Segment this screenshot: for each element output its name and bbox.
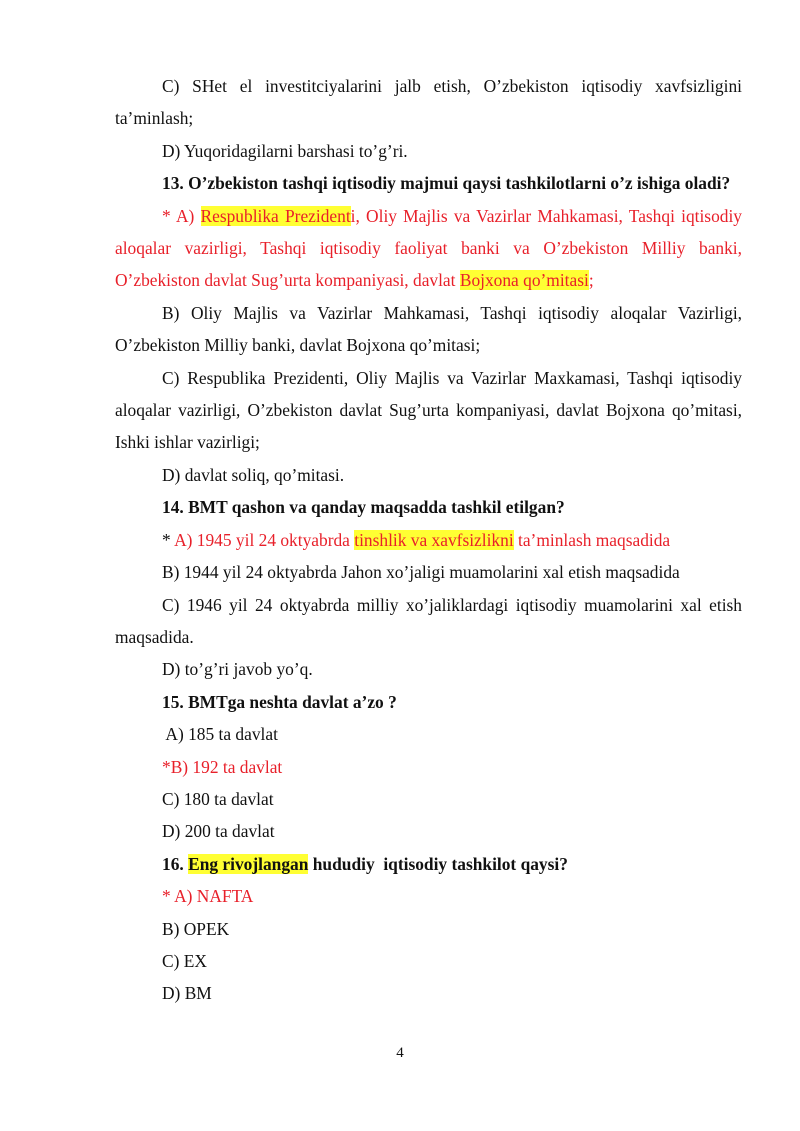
q13-option-c: C) Respublika Prezidenti, Oliy Majlis va Vazirlar Maxkamasi, Tashqi iqtisodiy aloqalar vazirligi, O’zbekiston davlat Sug’urta kompaniyasi, davlat Bojxona qo’mitasi, Ishki ishlar vazirligi;: [115, 367, 742, 453]
q16-option-b: B) OPEK: [162, 918, 230, 939]
q13-option-b: B) Oliy Majlis va Vazirlar Mahkamasi, Tashqi iqtisodiy aloqalar Vazirligi, O’zbekiston Milliy banki, davlat Bojxona qo’mitasi;: [115, 302, 742, 356]
q13-option-a-highlight-1: Respublika Prezident: [200, 205, 351, 226]
q13-option-a-end: ;: [588, 270, 594, 291]
q14-option-a-post: ta’minlash maqsadida: [513, 529, 671, 550]
q13-option-d: D) davlat soliq, qo’mitasi.: [162, 464, 345, 485]
q13-option-a-middle: i, Oliy Majlis va Vazirlar Mahkamasi, Tashqi iqtisodiy aloqalar vazirligi, Tashqi iqtisodiy faoliyat banki va O’zbekiston Milliy banki, O’zbekiston davlat Sug’urta kompaniyasi, davlat: [115, 205, 742, 291]
q12-option-d: D) Yuqoridagilarni barshasi to’g’ri.: [162, 140, 408, 161]
q13-option-a: [115, 200, 742, 297]
q16-question-post: hududiy iqtisodiy tashkilot qaysi?: [308, 853, 568, 874]
q16-option-a: * A) NAFTA: [162, 886, 254, 907]
q16-question: [115, 848, 742, 880]
q15-option-b: *B) 192 ta davlat: [162, 756, 283, 777]
page-number: 4: [396, 1045, 404, 1061]
q14-question: 14. BMT qashon va qanday maqsadda tashkil etilgan?: [162, 497, 565, 518]
q16-option-d: D) BM: [162, 983, 212, 1004]
q15-option-c: C) 180 ta davlat: [162, 788, 274, 809]
q14-option-a: [115, 524, 742, 556]
q16-question-pre: 16.: [162, 853, 189, 874]
q14-option-a-pre: A) 1945 yil 24 oktyabrda: [174, 529, 355, 550]
q15-option-d: D) 200 ta davlat: [162, 821, 275, 842]
q15-question: 15. BMTga neshta davlat a’zo ?: [162, 691, 397, 712]
page-content: [115, 70, 742, 1010]
q14-option-a-star: *: [162, 529, 175, 550]
q16-question-highlight: Eng rivojlangan: [188, 853, 309, 874]
q13-question: 13. O’zbekiston tashqi iqtisodiy majmui qaysi tashkilotlarni o’z ishiga oladi?: [162, 173, 731, 194]
q12-option-c: C) SHet el investitciyalarini jalb etish, O’zbekiston iqtisodiy xavfsizligini ta’minlash;: [115, 76, 742, 129]
q13-option-a-highlight-2: Bojxona qo’mitasi: [459, 270, 589, 291]
q14-option-a-highlight: tinshlik va xavfsizlikni: [354, 529, 514, 550]
q15-option-a: A) 185 ta davlat: [162, 724, 278, 745]
q14-option-c: C) 1946 yil 24 oktyabrda milliy xo’jaliklardagi iqtisodiy muamolarini xal etish maqsadida.: [115, 594, 742, 647]
q13-option-a-prefix: * A): [162, 205, 201, 226]
q14-option-b: B) 1944 yil 24 oktyabrda Jahon xo’jaligi muamolarini xal etish maqsadida: [162, 562, 680, 583]
q16-option-c: C) EX: [162, 950, 207, 971]
q14-option-d: D) to’g’ri javob yo’q.: [162, 659, 313, 680]
